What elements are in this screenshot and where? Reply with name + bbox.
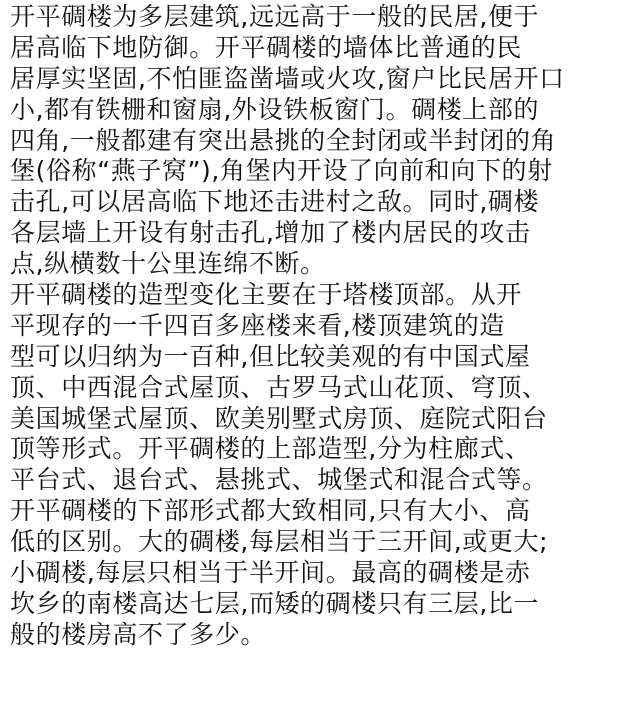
text-line: 居高临下地防御。开平碉楼的墙体比普通的民 xyxy=(10,32,523,62)
text-line: 小,都有铁栅和窗扇,外设铁板窗门。碉楼上部的 xyxy=(10,94,540,124)
text-line: 居厚实坚固,不怕匪盗凿墙或火攻,窗户比民居开口 xyxy=(10,63,565,93)
text-line: 平台式、退台式、悬挑式、城堡式和混合式等。 xyxy=(10,465,548,495)
text-line: 开平碉楼为多层建筑,远远高于一般的民居,便于 xyxy=(10,2,540,31)
text-line: 型可以归纳为一百种,但比较美观的有中国式屋 xyxy=(10,341,531,371)
text-line: 顶等形式。开平碉楼的上部造型,分为柱廊式、 xyxy=(10,434,531,464)
text-line: 般的楼房高不了多少。 xyxy=(10,619,267,649)
text-line: 顶、中西混合式屋顶、古罗马式山花顶、穹顶、 xyxy=(10,372,548,402)
text-line: 四角,一般都建有突出悬挑的全封闭或半封闭的角 xyxy=(10,125,557,155)
text-line: 各层墙上开设有射击孔,增加了楼内居民的攻击 xyxy=(10,218,531,248)
text-line: 击孔,可以居高临下地还击进村之敌。同时,碉楼 xyxy=(10,187,540,217)
text-line: 小碉楼,每层只相当于半开间。最高的碉楼是赤 xyxy=(10,558,531,588)
text-line: 坎乡的南楼高达七层,而矮的碉楼只有三层,比一 xyxy=(10,588,540,618)
article-text xyxy=(10,2,634,651)
text-line: 低的区别。大的碉楼,每层相当于三开间,或更大; xyxy=(10,527,549,557)
text-line: 点,纵横数十公里连绵不断。 xyxy=(10,249,326,279)
text-line: 开平碉楼的下部形式都大致相同,只有大小、高 xyxy=(10,496,531,526)
text-line: 平现存的一千四百多座楼来看,楼顶建筑的造 xyxy=(10,310,505,340)
text-line: 开平碉楼的造型变化主要在于塔楼顶部。从开 xyxy=(10,280,523,310)
text-line: 美国城堡式屋顶、欧美别墅式房顶、庭院式阳台 xyxy=(10,403,548,433)
text-line: 堡(俗称“燕子窝”),角堡内开设了向前和向下的射 xyxy=(10,156,553,186)
